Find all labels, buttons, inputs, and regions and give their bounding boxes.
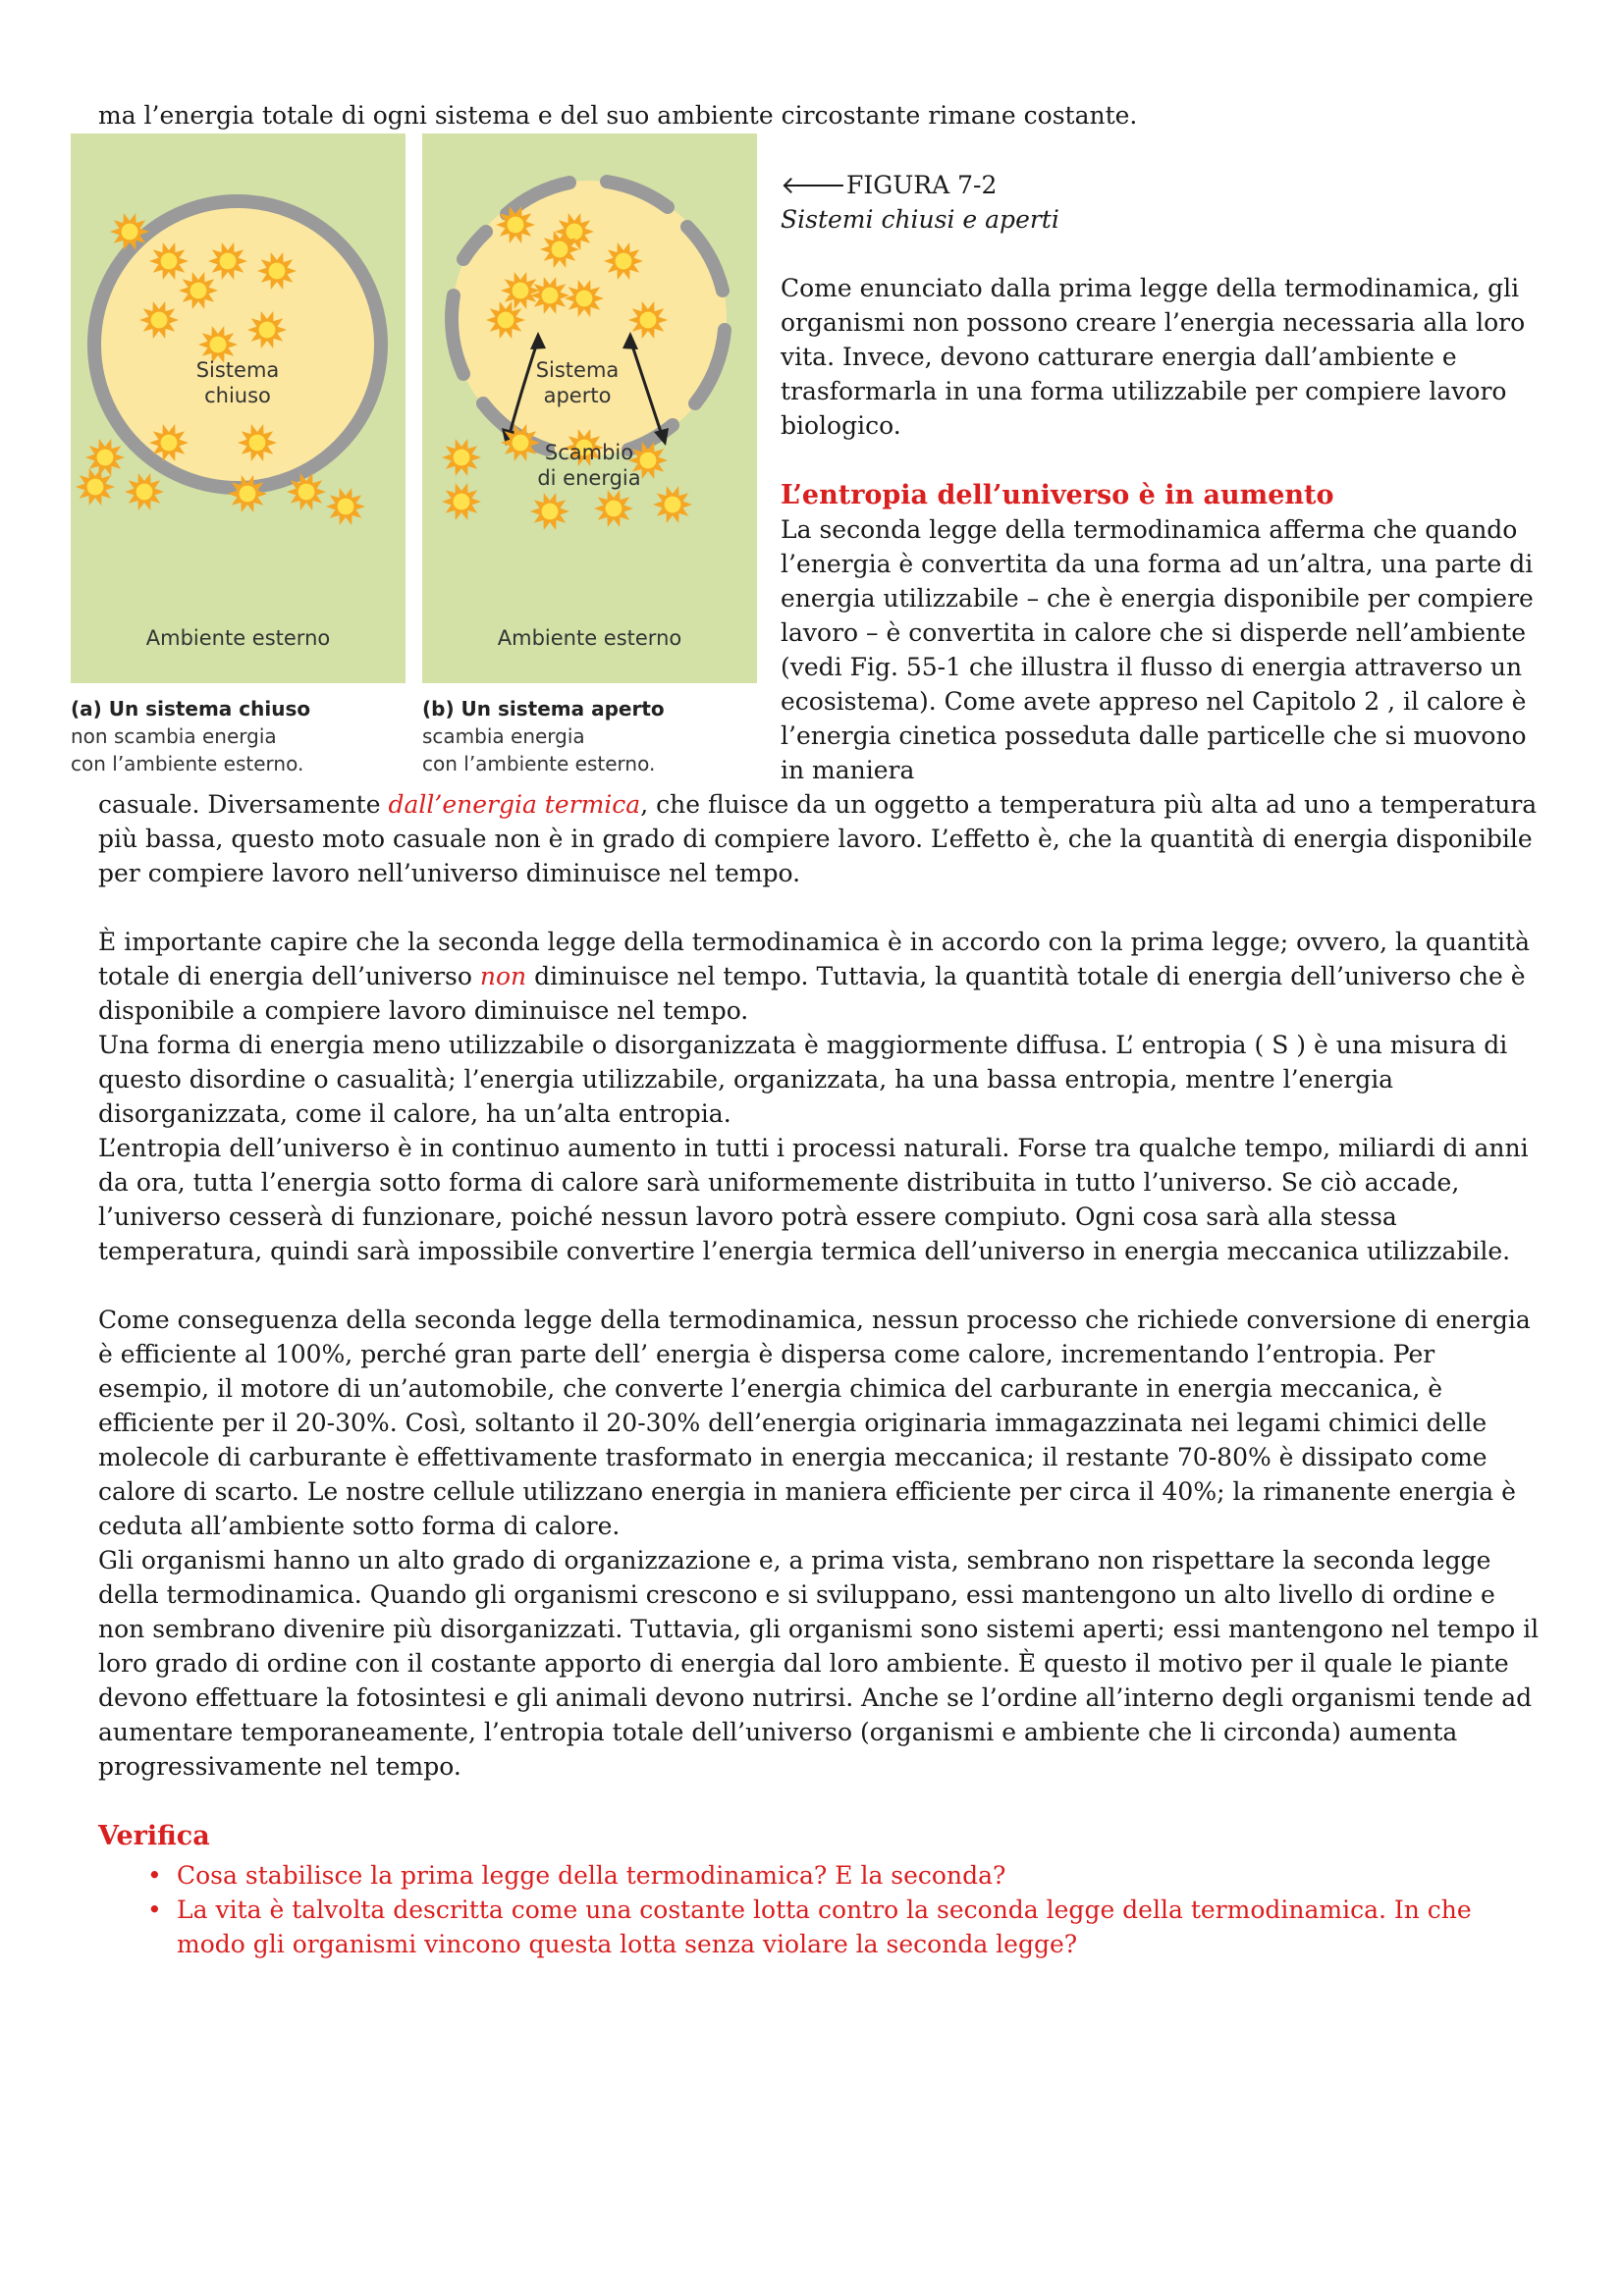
- caption-open: [422, 695, 756, 777]
- caption-open-title: (b) Un sistema aperto: [422, 697, 665, 721]
- energy-burst-core: [87, 479, 104, 496]
- open-environment-label: Ambiente esterno: [497, 626, 682, 650]
- energy-burst-core: [298, 484, 315, 501]
- caption-closed: [71, 695, 405, 777]
- energy-burst-core: [151, 312, 168, 329]
- energy-burst-core: [190, 283, 207, 299]
- closed-label-line2: chiuso: [204, 384, 271, 407]
- energy-burst-core: [508, 217, 524, 234]
- body-paragraph-6: Gli organismi hanno un alto grado di organizzazione e, a prima vista, sembrano non rispettare la seconda legge della termodinamica. Quando gli organismi crescono e si sviluppano, essi mantengono un alto livello di ordine e non sembrano divenire più disorganizzati. Tuttavia, gli organismi sono sistemi aperti; essi mantengono nel tempo il loro grado di ordine con il costante apporto di energia dal loro ambiente. È questo il motivo per il quale le piante devono effettuare la fotosintesi e gli animali devono nutrirsi. Anche se l’ordine all’interno degli organismi tende ad aumentare temporaneamente, l’entropia totale dell’universo (organismi e ambiente che li circonda) aumenta progressivamente nel tempo.: [98, 1546, 1540, 1781]
- section-heading-entropy: L’entropia dell’universo è in aumento: [781, 480, 1334, 510]
- energy-burst-core: [338, 499, 354, 515]
- question-item: • La vita è talvolta descritta come una costante lotta contro la seconda legge della termodinamica. In che modo gli organismi vincono questa lotta senza violare la seconda legge?: [147, 1893, 1542, 1961]
- energy-burst-core: [97, 450, 114, 466]
- energy-burst-core: [122, 224, 138, 240]
- energy-burst-core: [269, 263, 286, 280]
- body-paragraph-1: [98, 787, 1542, 890]
- body-paragraph-5: Come conseguenza della seconda legge della termodinamica, nessun processo che richiede conversione di energia è efficiente al 100%, perché gran parte dell’ energia è dispersa come calore, incrementando l’entropia. Per esempio, il motore di un’automobile, che converte l’energia chimica del carburante in energia meccanica, è efficiente per il 20-30%. Così, soltanto il 20-30% dell’energia originaria immagazzinata nei legami chimici delle molecole di carburante è effettivamente trasformato in energia meccanica; il restante 70-80% è dissipato come calore di scarto. Le nostre cellule utilizzano energia in maniera efficiente per circa il 40%; la rimanente energia è ceduta all’ambiente sotto forma di calore.: [98, 1306, 1531, 1540]
- body-paragraph-4: L’entropia dell’universo è in continuo aumento in tutti i processi naturali. Forse tra qualche tempo, miliardi di anni da ora, tutta l’energia sotto forma di calore sarà uniformemente distribuita in tutto l’universo. Se ciò accade, l’universo cesserà di funzionare, poiché nessun lavoro potrà essere compiuto. Ogni cosa sarà alla stessa temperatura, quindi sarà impossibile convertire l’energia termica dell’universo in energia meccanica utilizzabile.: [98, 1134, 1529, 1265]
- intro-line: ma l’energia totale di ogni sistema e del suo ambiente circostante rimane costante.: [98, 101, 1138, 130]
- figure-title: Sistemi chiusi e aperti: [781, 205, 1059, 234]
- energy-burst-core: [567, 224, 583, 240]
- question-list: [147, 1858, 1542, 1961]
- energy-burst-core: [220, 253, 237, 270]
- energy-burst-core: [454, 494, 470, 510]
- energy-exchange-label: [515, 440, 663, 491]
- closed-label-line1: Sistema: [195, 358, 280, 382]
- open-system-label: [518, 357, 636, 408]
- figure-caption-block: [781, 168, 1556, 237]
- energy-burst-core: [542, 504, 559, 520]
- energy-burst-core: [454, 450, 470, 466]
- caption-open-line2: con l’ambiente esterno.: [422, 752, 656, 775]
- energy-burst-core: [136, 484, 153, 501]
- energy-burst-core: [249, 435, 266, 452]
- energy-burst-core: [513, 283, 529, 299]
- energy-burst-core: [210, 337, 227, 353]
- body-paragraph-2: [98, 925, 1542, 1028]
- figure-7-2: [71, 133, 758, 786]
- figure-number: FIGURA 7-2: [846, 171, 998, 199]
- caption-closed-title: (a) Un sistema chiuso: [71, 697, 311, 721]
- closed-system-illustration: [71, 133, 406, 683]
- closed-environment-label: Ambiente esterno: [145, 626, 331, 650]
- caption-open-line1: scambia energia: [422, 724, 585, 748]
- back-arrow-icon: 🡐: [781, 171, 847, 199]
- energy-burst-core: [640, 312, 657, 329]
- energy-burst-core: [665, 497, 681, 513]
- energy-burst-core: [161, 435, 178, 452]
- p2-highlight: non: [479, 962, 527, 990]
- energy-burst-core: [542, 288, 559, 304]
- open-label-line2: aperto: [543, 384, 612, 407]
- exchange-line1: Scambio: [544, 441, 634, 464]
- open-label-line1: Sistema: [535, 358, 620, 382]
- closed-system-label: [179, 357, 297, 408]
- side-paragraph-2: La seconda legge della termodinamica afferma che quando l’energia è convertita da una forma ad un’altra, una parte di energia utilizzabile – che è energia disponibile per compiere lavoro – è convertita in calore che si disperde nell’ambiente (vedi Fig. 55-1 che illustra il flusso di energia attraverso un ecosistema). Come avete appreso nel Capitolo 2 , il calore è l’energia cinetica posseduta dalle particelle che si muovono in maniera: [781, 515, 1534, 784]
- p2-text-end: diminuisce nel tempo. Tuttavia, la quantità totale di energia dell’universo che è disponibile a compiere lavoro diminuisce nel tempo.: [98, 962, 1526, 1025]
- p2-text-start: È importante capire che la seconda legge della termodinamica è in accordo con la prima legge; ovvero, la quantità totale di energia dell’universo: [98, 928, 1531, 990]
- panel-closed-system: [71, 133, 406, 683]
- panel-open-system: [422, 133, 757, 683]
- question-item: • Cosa stabilisce la prima legge della termodinamica? E la seconda?: [147, 1858, 1542, 1893]
- body-paragraph-3: Una forma di energia meno utilizzabile o disorganizzata è maggiormente diffusa. L’ entropia ( S ) è una misura di questo disordine o casualità; l’energia utilizzabile, organizzata, ha una bassa entropia, mentre l’energia disorganizzata, come il calore, ha un’alta entropia.: [98, 1031, 1508, 1128]
- energy-burst-core: [240, 486, 256, 503]
- energy-burst-core: [259, 322, 276, 339]
- energy-burst-core: [576, 291, 593, 307]
- energy-burst-core: [616, 253, 632, 270]
- side-paragraph-1: Come enunciato dalla prima legge della termodinamica, gli organismi non possono creare l’energia necessaria alla loro vita. Invece, devono catturare energia dall’ambiente e trasformarla in una forma utilizzabile per compiere lavoro biologico.: [781, 274, 1526, 440]
- energy-burst-core: [498, 312, 514, 329]
- p1-highlight: dall’energia termica: [388, 790, 641, 819]
- exchange-line2: di energia: [537, 466, 641, 490]
- p1-text-start: casuale. Diversamente: [98, 790, 389, 819]
- verifica-heading: Verifica: [98, 1821, 210, 1851]
- caption-closed-line2: con l’ambiente esterno.: [71, 752, 304, 775]
- p1-text-end: , che fluisce da un oggetto a temperatura più alta ad uno a temperatura più bassa, questo moto casuale non è in grado di compiere lavoro. L’effetto è, che la quantità di energia disponibile per compiere lavoro nell’universo diminuisce nel tempo.: [98, 790, 1538, 887]
- open-system-illustration: [422, 133, 757, 683]
- caption-closed-line1: non scambia energia: [71, 724, 277, 748]
- energy-burst-core: [161, 253, 178, 270]
- energy-burst-core: [552, 241, 568, 258]
- energy-burst-core: [606, 501, 622, 517]
